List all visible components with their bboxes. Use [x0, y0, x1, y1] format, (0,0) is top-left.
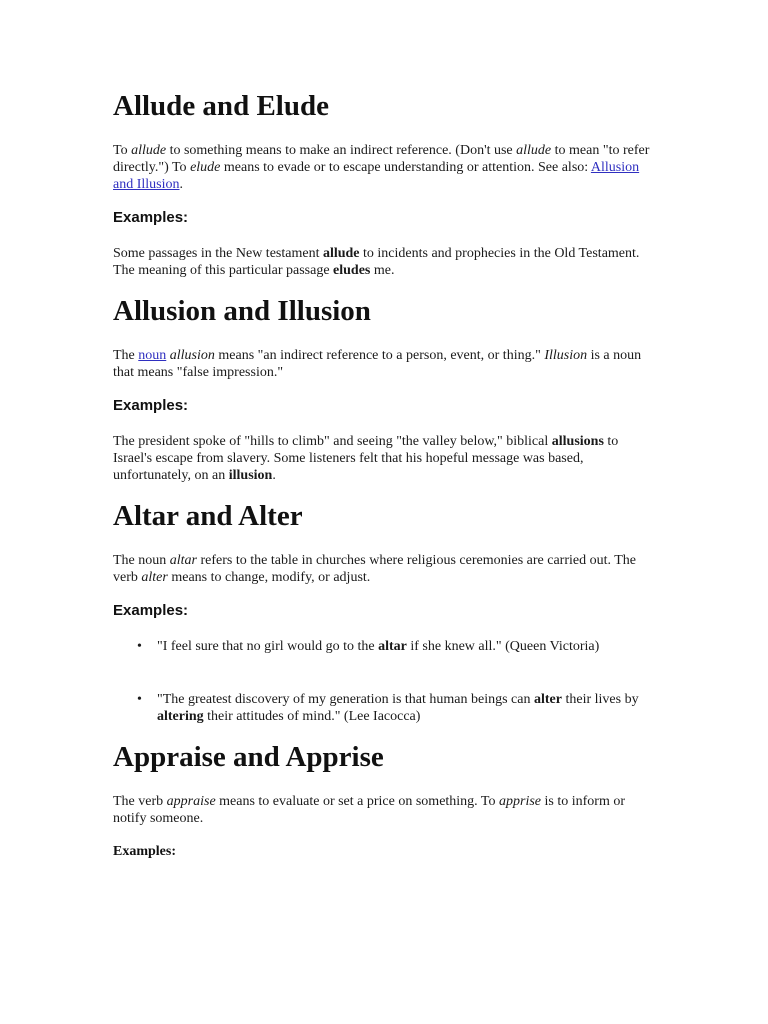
definition-altar-alter: The noun altar refers to the table in churches where religious ceremonies are carried out. The verb alter means to change, modify, or adjust.: [113, 553, 636, 585]
heading-allusion-illusion: Allusion and Illusion: [113, 295, 371, 327]
heading-allude-elude: Allude and Elude: [113, 90, 329, 122]
link-allusion-illusion[interactable]: Allusion and Illusion: [113, 160, 640, 192]
bullet-icon: •: [137, 639, 142, 654]
examples-label: Examples:: [113, 397, 189, 414]
definition-appraise-apprise: The verb appraise means to evaluate or set a price on something. To apprise is to inform or notify someone.: [113, 794, 626, 826]
example-allusion-illusion: The president spoke of "hills to climb" and seeing "the valley below," biblical allusions to Israel's escape from slavery. Some listeners felt that his hopeful message was based, unfortunately, on an illusion.: [113, 434, 619, 483]
list-item: • "The greatest discovery of my generation is that human beings can alter their lives by altering their attitudes of mind." (Lee Iacocca): [137, 692, 639, 724]
examples-list: [113, 691, 653, 725]
list-item: • "I feel sure that no girl would go to the altar if she knew all." (Queen Victoria): [137, 639, 600, 654]
document-page: [113, 88, 653, 860]
bullet-icon: •: [137, 692, 142, 707]
definition-allude-elude: To allude to something means to make an indirect reference. (Don't use allude to mean "to refer directly.") To elude means to evade or to escape understanding or attention. See also: Allusion and Illusion.: [113, 143, 650, 192]
examples-label: Examples:: [113, 602, 189, 619]
definition-allusion-illusion: The noun allusion means "an indirect reference to a person, event, or thing." Illusion is a noun that means "false impression.": [113, 348, 642, 380]
examples-list: [113, 638, 653, 655]
example-allude-elude: Some passages in the New testament allude to incidents and prophecies in the Old Testament. The meaning of this particular passage eludes me.: [113, 246, 640, 278]
examples-label: Examples:: [113, 844, 176, 859]
examples-label: Examples:: [113, 209, 189, 226]
heading-appraise-apprise: Appraise and Apprise: [113, 741, 384, 773]
heading-altar-alter: Altar and Alter: [113, 500, 303, 532]
link-noun[interactable]: noun: [138, 348, 167, 363]
